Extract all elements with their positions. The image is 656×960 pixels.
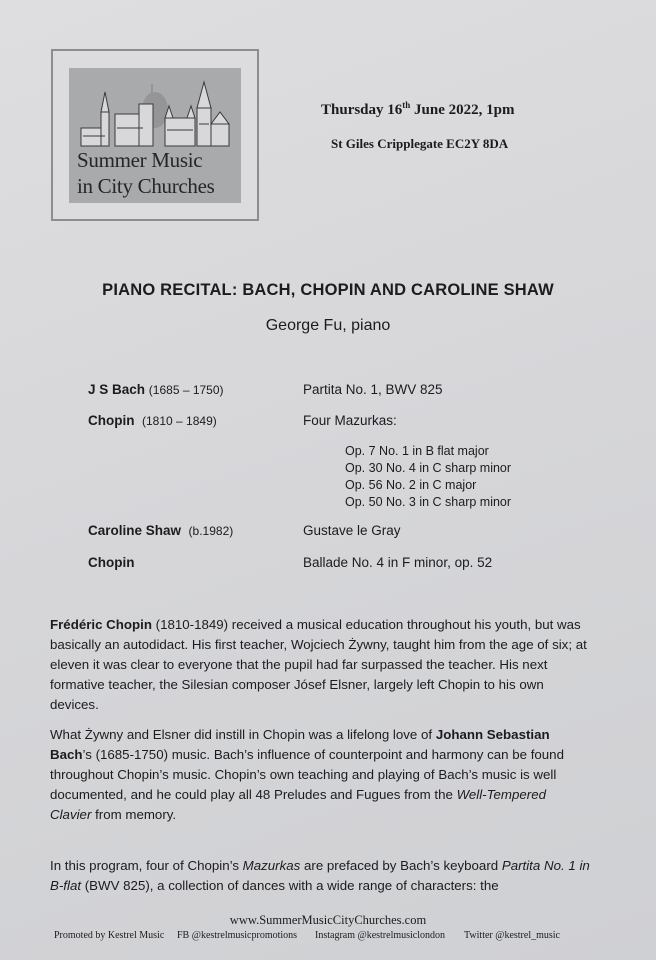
logo-line-1: Summer Music	[77, 148, 203, 172]
venue: St Giles Cripplegate EC2Y 8DA	[331, 136, 509, 151]
composer-name: Chopin	[88, 413, 135, 428]
program-composer	[88, 555, 135, 570]
logo-line-2: in City Churches	[77, 174, 215, 198]
twitter-handle: Twitter @kestrel_music	[464, 930, 560, 941]
notes-paragraph-3: In this program, four of Chopin’s Mazurkas are prefaced by Bach’s keyboard Partita No. 1 in B-flat (BWV 825), a collection of dances with a wide range of characters: the	[50, 858, 590, 893]
event-date	[321, 100, 514, 119]
composer-name: Chopin	[88, 555, 135, 570]
program-work: Four Mazurkas:	[303, 413, 397, 428]
program-composer	[88, 382, 224, 397]
city-skyline-icon	[77, 78, 233, 148]
mazurka-item: Op. 56 No. 2 in C major	[345, 478, 477, 492]
composer-name: J S Bach	[88, 382, 146, 397]
composer-dates: (1810 – 1849)	[142, 414, 217, 428]
date-text: Thursday 16	[321, 102, 403, 118]
program-composer	[88, 523, 233, 538]
notes-paragraph-2: What Żywny and Elsner did instill in Chopin was a lifelong love of Johann Sebastian Bach’s (1685-1750) music. Bach’s influence of counterpoint and harmony can be found throughout Chopin’s music. Chopin’s own teaching and playing of Bach’s music is well documented, and he could play all 48 Preludes and Fugues from the Well-Tempered Clavier from memory.	[50, 727, 564, 822]
promoted-by: Promoted by Kestrel Music	[54, 930, 165, 941]
date-text-rest: June 2022, 1pm	[410, 102, 515, 118]
composer-dates: (1685 – 1750)	[148, 383, 224, 397]
instagram-handle: Instagram @kestrelmusiclondon	[315, 930, 446, 941]
program-work: Ballade No. 4 in F minor, op. 52	[303, 555, 493, 570]
facebook-handle: FB @kestrelmusicpromotions	[177, 930, 298, 941]
logo-panel	[69, 68, 241, 203]
logo	[51, 49, 259, 221]
composer-name: Caroline Shaw	[88, 523, 182, 538]
date-suffix: th	[402, 100, 411, 110]
composer-dates: (b.1982)	[188, 524, 234, 538]
mazurka-item: Op. 7 No. 1 in B flat major	[345, 444, 489, 458]
page-title: PIANO RECITAL: BACH, CHOPIN AND CAROLINE SHAW	[102, 281, 554, 299]
mazurka-item: Op. 30 No. 4 in C sharp minor	[345, 461, 512, 475]
website-link[interactable]: www.SummerMusicCityChurches.com	[229, 913, 427, 927]
notes-paragraph-1: Frédéric Chopin (1810-1849) received a musical education throughout his youth, but was basically an autodidact. His first teacher, Wojciech Żywny, taught him from the age of six; at eleven it was clear to everyone that the pupil had far surpassed the teacher. His next formative teacher, the Silesian composer Jósef Elsner, largely left Chopin to his own devices.	[50, 617, 587, 712]
performer: George Fu, piano	[265, 317, 391, 334]
program-composer	[88, 413, 217, 428]
mazurka-item: Op. 50 No. 3 in C sharp minor	[345, 495, 512, 509]
program-work: Partita No. 1, BWV 825	[303, 382, 443, 397]
program-work: Gustave le Gray	[303, 523, 401, 538]
